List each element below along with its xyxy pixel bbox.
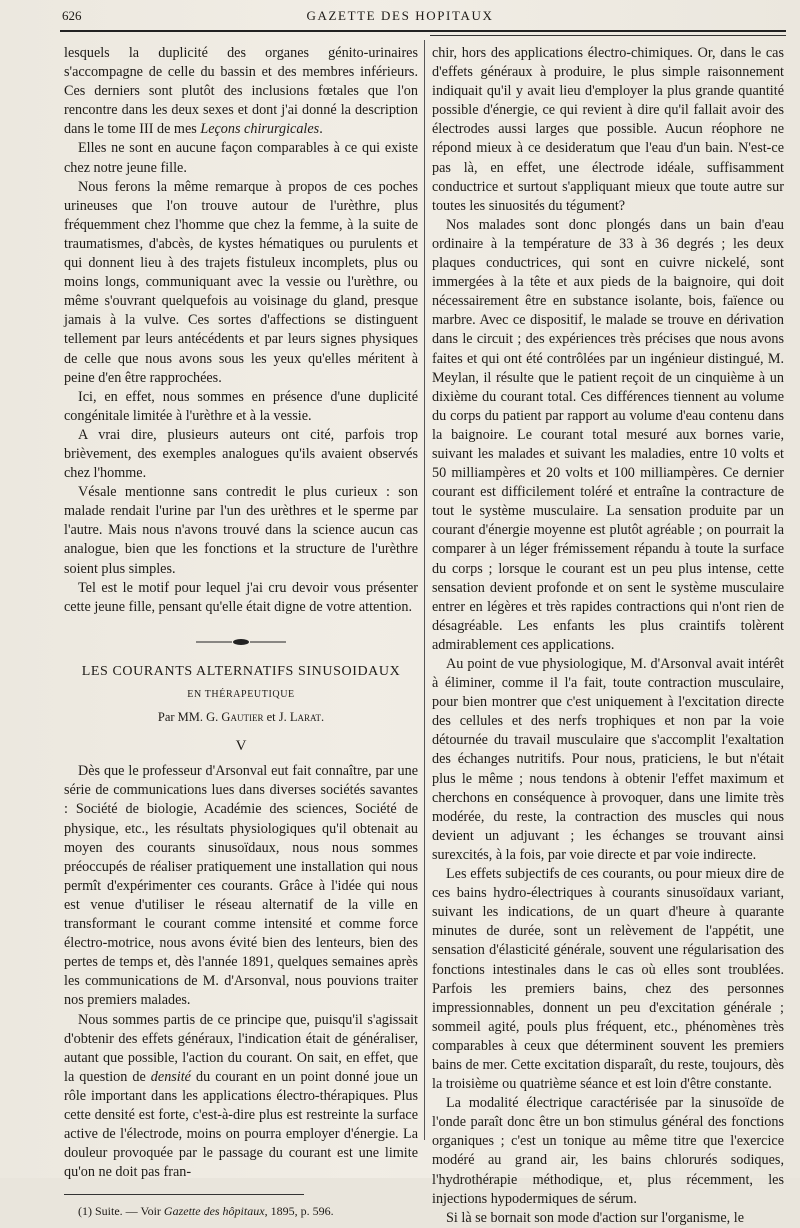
- paragraph: Nos malades sont donc plongés dans un bain d'eau ordinaire à la température de 33 à 36 degrés ; les deux plaques conductrices, qui sont en cuivre nickelé, sont immergées à la tête et aux pieds de la baignoire, qui doit nécessairement être en substance isolante, bois, faïence ou marbre. Avec ce dispositif, le malade se trouve en dérivation dans le circuit ; des expériences très précises que nous avons faites et qui ont été contrôlées par un ingénieur distingué, M. Meylan, il résulte que le patient reçoit de un cinquième à un dixième du courant total. Ces différences tiennent au volume du corps du patient par rapport au volume d'eau contenu dans la baignoire. Le courant total mesuré aux bornes varie, suivant les malades et suivant les maladies, entre 10 volts et 50 milliampères et 20 volts et 100 milliampères. Ce dernier courant est difficilement toléré et entraîne la contracture de tout le système musculaire. La sensation produite par un courant d'énergie moyenne est plutôt agréable ; on pourrait la comparer à un léger frémissement répandu à toute la surface du corps ; lorsque le courant est un peu plus intense, cette sensation devient profonde et on sent le système musculaire entrer en légères et très rapides contractions qui n'ont rien de désagréable. Les enfants les plus craintifs tolèrent admirablement ces applications.: [432, 216, 784, 653]
- running-title: GAZETTE DES HOPITAUX: [306, 8, 494, 23]
- footnote-text: , 1895, p. 596.: [264, 1204, 334, 1219]
- paragraph: [64, 44, 418, 139]
- author-name: Larat: [289, 710, 321, 725]
- paragraph: Ici, en effet, nous sommes en présence d'une duplicité congénitale limitée à l'urèthre et à la vessie.: [64, 388, 418, 424]
- section-divider-ornament: [64, 633, 418, 652]
- paragraph: Vésale mentionne sans contredit le plus curieux : son malade rendait l'urine par l'un des urèthres et le sperme par l'autre. Mais nous n'avons trouvé dans la science aucun cas analogue, bien que les fonctions et la structure de l'urèthre soient plus simples.: [64, 484, 418, 577]
- byline-text: .: [320, 710, 325, 725]
- header-rule: [60, 30, 786, 32]
- footnote-rule: [64, 1194, 304, 1195]
- flourish-icon: [196, 638, 286, 646]
- paragraph: Tel est le motif pour lequel j'ai cru devoir vous présenter cette jeune fille, pensant qu'elle était digne de votre attention.: [64, 579, 418, 615]
- header-rule-secondary: [430, 35, 786, 36]
- paragraph: Au point de vue physiologique, M. d'Arsonval avait intérêt à éliminer, comme il l'a fait, toute contraction musculaire, pour bien montrer que c'est uniquement à l'excitation directe des cellules et des nerfs trophiques et non par la voie détournée du travail musculaire que s'accomplit l'exaltation des échanges nutritifs. Pour nous, praticiens, le but n'était plus le même ; nous tendons à obtenir l'effet maximum et cherchons en conséquence à provoquer, dans une limite très modérée, du reste, la contraction des muscles qui nous devient un adjuvant ; les échanges se trouvant ainsi surexcités, à la fois, par voie directe et par voie indirecte.: [432, 656, 784, 863]
- paragraph-text: Nous sommes partis de ce principe que, puisqu'il s'agissait d'obtenir des effets généraux, l'indication était de généraliser, autant que possible, l'action du courant. On sait, en effet, que la question de: [64, 1011, 418, 1085]
- byline-text: Par MM. G.: [157, 710, 222, 725]
- section-numeral: V: [235, 738, 247, 755]
- paragraph-text: du courant en un point donné joue un rôle important dans les applications électro-thérapiques. Plus cette densité est forte, c'est-à-dire plus est restreinte la surface active de l'électrode, moins on pourra employer d'énergie. La douleur provoquée par le passage du courant est une limite qu'on ne doit pas fran-: [64, 1068, 418, 1181]
- footnote: [64, 1203, 418, 1219]
- paragraph: Les effets subjectifs de ces courants, ou pour mieux dire de ces bains hydro-électriques à courants sinusoïdaux variant, suivant les indications, de un quart d'heure à quarante minutes de durée, sont un relèvement de l'appétit, une sensation d'élasticité générale, souvent une régularisation des fonctions intestinales dans le cas où elles sont troublées. Parfois les premiers bains, chez des personnes impressionnables, donnent un peu d'excitation générale ; sommeil agité, pouls plus fréquent, etc., phénomènes très comparables à ceux que déterminent souvent les premiers bains de mer. Cette excitation disparaît, du reste, toujours, dès la troisième ou quatrième séance et est loin d'être constante.: [432, 866, 784, 1093]
- article-subtitle: EN THÉRAPEUTIQUE: [187, 689, 295, 700]
- page-number: 626: [62, 8, 82, 23]
- book-title: Leçons chirurgicales: [200, 121, 320, 138]
- paragraph: Elles ne sont en aucune façon comparables à ce qui existe chez notre jeune fille.: [64, 140, 418, 176]
- paragraph: Nous ferons la même remarque à propos de ces poches urineuses que l'on trouve autour de l'urèthre, plus fréquemment chez l'homme que chez la femme, à la suite de traumatismes, d'abcès, de kystes hématiques ou purulents et qui donnent lieu à des trajets fistuleux incomplets, plus ou moins longs, communiquant avec la vessie ou l'urèthre, ou même s'ouvrant quelquefois au voisinage du gland, presque jamais à la vulve. Ces sortes d'affections se distinguent tellement par leurs antécédents et par leurs signes physiques de celle que nous avons sous les yeux qu'elles méritent à peine d'en être rapprochées.: [64, 178, 418, 386]
- paragraph: Dès que le professeur d'Arsonval eut fait connaître, par une série de communications lues dans diverses sociétés savantes : Société de biologie, Académie des sciences, Société de physique, etc., les résultats physiologiques qu'il obtenait au moyen des courants sinusoïdaux, nous nous sommes préoccupés de réaliser pratiquement une installation qui nous permît d'expérimenter ces courants. Grâce à l'idée qui nous est venue d'utiliser le réseau alternatif de la ville en transformant le courant comme intensité et comme force électro-motrice, nous avons évité bien des lenteurs, bien des pertes de temps et, dès l'année 1891, quelques semaines après les communications de M. d'Arsonval, nous pouvions traiter nos premiers malades.: [64, 763, 418, 1009]
- byline-text: et J.: [263, 710, 290, 725]
- journal-title: Gazette des hôpitaux: [163, 1204, 265, 1219]
- author-name: Gautier: [221, 710, 264, 725]
- paragraph: chir, hors des applications électro-chimiques. Or, dans le cas d'effets généraux à produire, le plus simple raisonnement indiquait qu'il y avait lieu d'employer la plus grande quantité possible d'énergie, ce qui revient à dire qu'il fallait avoir des électrodes aussi larges que possible. Aucun réophore ne répond mieux à ce desideratum que l'eau d'un bain. N'est-ce pas là, en effet, une électrode idéale, suffisamment conductrice et surtout s'appliquant mieux que toute autre sur toutes les sinuosités du tégument?: [432, 45, 784, 214]
- emphasis: densité: [150, 1068, 191, 1085]
- paragraph-text: .: [319, 121, 323, 138]
- column-separator: [424, 40, 425, 1140]
- article-title: LES COURANTS ALTERNATIFS SINUSOIDAUX: [81, 663, 401, 679]
- paragraph: Si là se bornait son mode d'action sur l'organisme, le: [446, 1209, 745, 1226]
- paragraph-text: lesquels la duplicité des organes génito-urinaires s'accompagne de celle du bassin et des membres inférieurs. Ces derniers sont plutôt des inclusions fœtales que l'on rencontre dans les deux sexes et dont j'ai donné la description dans le tome III de mes: [64, 45, 418, 138]
- left-column: [64, 44, 418, 1219]
- article-byline: [64, 708, 418, 727]
- paragraph: [64, 1011, 418, 1183]
- footnote-text: (1) Suite. — Voir: [78, 1204, 164, 1219]
- right-column: [432, 44, 784, 1228]
- paragraph: La modalité électrique caractérisée par la sinusoïde de l'onde paraît donc être un bon stimulus général des fonctions organiques ; c'est un tonique au même titre que l'exercice modéré au grand air, les bains chlorurés sodiques, l'hydrothérapie méthodique, et, plus récemment, les injections hypodermiques de sérum.: [432, 1095, 784, 1207]
- paragraph: A vrai dire, plusieurs auteurs ont cité, parfois trop brièvement, des exemples analogues qu'ils avaient observés chez l'homme.: [64, 426, 418, 482]
